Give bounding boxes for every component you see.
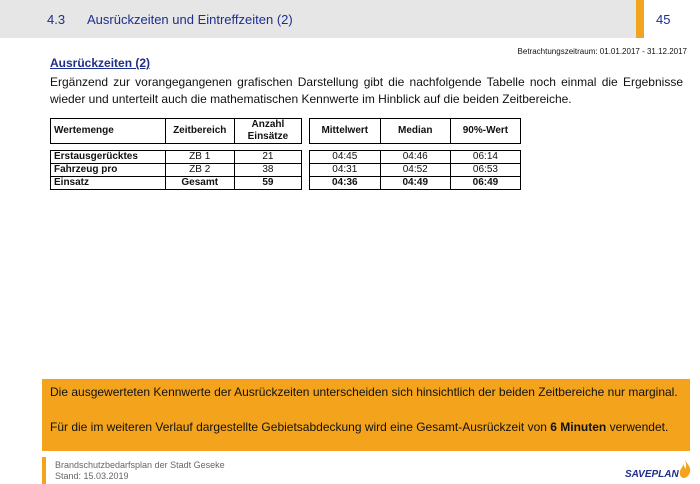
row-label: Einsatz [51, 177, 166, 190]
page-number: 45 [656, 12, 671, 27]
cell-90-wert: 06:49 [450, 177, 520, 190]
table-row [51, 177, 302, 190]
col-header-wertemenge: Wertemenge [51, 119, 166, 144]
footer-document-title: Brandschutzbedarfsplan der Stadt Geseke [55, 460, 225, 470]
summary-note-box [42, 379, 690, 451]
footer-accent-bar [42, 457, 46, 484]
table-row [51, 164, 302, 177]
note-line-2-post: verwendet. [606, 420, 669, 434]
table-row [310, 164, 521, 177]
table-row [310, 151, 521, 164]
saveplan-logo [625, 463, 691, 483]
cell-median: 04:49 [380, 177, 450, 190]
cell-median: 04:52 [380, 164, 450, 177]
table-row [51, 151, 302, 164]
cell-mittelwert: 04:31 [310, 164, 381, 177]
note-line-2 [50, 419, 678, 436]
col-header-median: Median [380, 119, 450, 144]
section-title: Ausrückzeiten und Eintreffzeiten (2) [87, 12, 293, 27]
footer-date: Stand: 15.03.2019 [55, 471, 129, 481]
cell-90-wert: 06:53 [450, 164, 520, 177]
table-count [50, 118, 302, 190]
logo-text: SAVEPLAN [625, 469, 679, 480]
col-header-90-wert: 90%-Wert [450, 119, 520, 144]
cell-90-wert: 06:14 [450, 151, 520, 164]
cell-anzahl: 38 [234, 164, 301, 177]
cell-zeitbereich: Gesamt [165, 177, 234, 190]
flame-icon [677, 459, 693, 479]
cell-anzahl: 21 [234, 151, 301, 164]
note-line-2-pre: Für die im weiteren Verlauf dargestellte Gebietsabdeckung wird eine Gesamt-Ausrückzeit von [50, 420, 551, 434]
cell-mittelwert: 04:36 [310, 177, 381, 190]
page-header [0, 0, 636, 38]
period-note: Betrachtungszeitraum: 01.01.2017 - 31.12.2017 [517, 47, 687, 56]
section-number: 4.3 [47, 12, 66, 27]
row-label: Fahrzeug pro [51, 164, 166, 177]
table-header-row [51, 119, 302, 144]
cell-mittelwert: 04:45 [310, 151, 381, 164]
note-line-1: Die ausgewerteten Kennwerte der Ausrückzeiten unterscheiden sich hinsichtlich der beiden Zeitbereiche nur marginal. [50, 385, 678, 399]
col-header-anzahl: Anzahl Einsätze [234, 119, 301, 144]
cell-zeitbereich: ZB 2 [165, 164, 234, 177]
cell-median: 04:46 [380, 151, 450, 164]
cell-zeitbereich: ZB 1 [165, 151, 234, 164]
cell-anzahl: 59 [234, 177, 301, 190]
sub-heading: Ausrückzeiten (2) [50, 56, 151, 70]
col-header-mittelwert: Mittelwert [310, 119, 381, 144]
note-line-2-bold: 6 Minuten [550, 420, 607, 434]
intro-paragraph: Ergänzend zur vorangegangenen grafischen Darstellung gibt die nachfolgende Tabelle noch einmal die Ergebnisse wieder und unterteilt auch die mathematischen Kennwerte im Hinblick auf die beiden Zeitbereiche. [50, 75, 683, 106]
header-accent-bar [636, 0, 644, 38]
col-header-zeitbereich: Zeitbereich [165, 119, 234, 144]
table-row [310, 177, 521, 190]
table-values [309, 118, 521, 190]
table-header-row [310, 119, 521, 144]
row-label: Erstausgerücktes [51, 151, 166, 164]
